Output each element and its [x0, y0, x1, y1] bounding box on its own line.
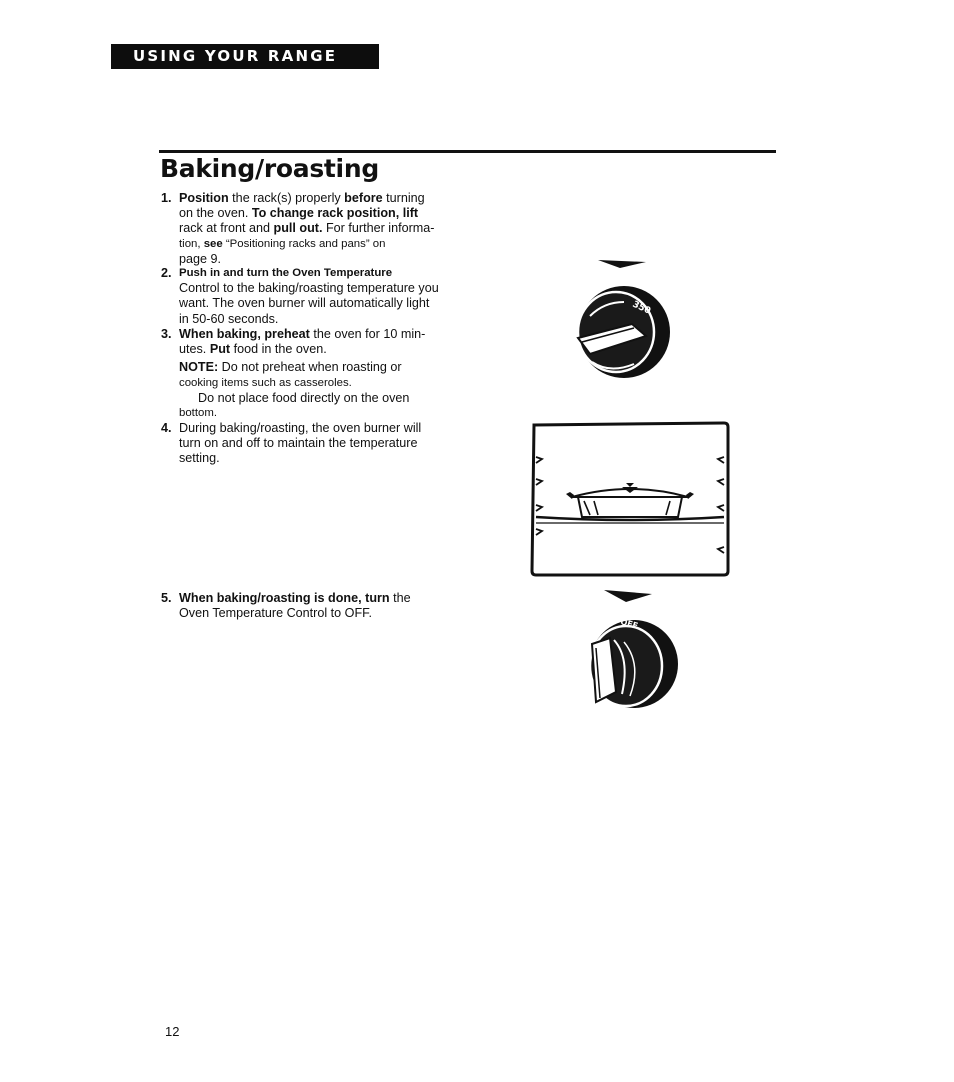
step-5-text [179, 591, 411, 621]
step-5 [161, 591, 411, 621]
step-5-line-2: Oven Temperature Control to OFF. [179, 606, 372, 621]
step-3-note [179, 360, 425, 421]
step-1-line-3: rack at front and pull out. For further informa- [179, 221, 435, 236]
step-3 [161, 327, 425, 421]
note-line-2: cooking items such as casseroles. [179, 376, 352, 389]
step-3-line-2: utes. Put food in the oven. [179, 342, 327, 357]
step-1-line-1: Position the rack(s) properly before turning [179, 191, 425, 205]
section-header: USING YOUR RANGE [111, 44, 376, 69]
step-5-number: 5. [161, 591, 172, 605]
step-4-line-2: turn on and off to maintain the temperature [179, 436, 418, 451]
step-2-line-1: Push in and turn the Oven Temperature [179, 267, 393, 279]
step-2-number: 2. [161, 266, 172, 280]
page-number: 12 [165, 1024, 180, 1039]
step-1-line-5: page 9. [179, 251, 222, 266]
step-1-line-4: tion, see “Positioning racks and pans” on [179, 237, 386, 250]
step-1-line-2: on the oven. To change rack position, lift [179, 206, 419, 221]
step-5-line-1: When baking/roasting is done, turn the [179, 591, 411, 605]
step-2-line-4: in 50-60 seconds. [179, 311, 279, 326]
step-3-line-1: When baking, preheat the oven for 10 min- [179, 327, 426, 341]
step-4-line-3: setting. [179, 451, 220, 466]
step-4 [161, 421, 421, 467]
note-line-3: Do not place food directly on the oven [198, 390, 410, 405]
step-1-text [179, 191, 434, 267]
dial-marking: 350 [630, 299, 652, 317]
pointer-arrow-icon [598, 260, 646, 268]
step-3-number: 3. [161, 327, 172, 341]
step-4-number: 4. [161, 421, 172, 435]
note-line-1: NOTE: Do not preheat when roasting or [179, 360, 402, 375]
step-2 [161, 266, 439, 327]
step-3-text [179, 327, 425, 357]
step-4-text [179, 421, 421, 467]
step-2-line-3: want. The oven burner will automatically light [179, 296, 430, 311]
step-1-number: 1. [161, 191, 172, 205]
oven-knob-off-illustration [578, 588, 688, 718]
step-1 [161, 191, 434, 267]
oven-knob-on-illustration [560, 258, 680, 388]
step-4-line-1: During baking/roasting, the oven burner will [179, 421, 422, 435]
step-2-line-2: Control to the baking/roasting temperature you [179, 281, 439, 296]
note-line-4: bottom. [179, 407, 217, 420]
pointer-arrow-icon [604, 590, 652, 602]
dial-marking: OFF [619, 617, 639, 631]
page-title: Baking/roasting [160, 154, 379, 183]
oven-interior-illustration [530, 421, 730, 577]
step-2-text [179, 266, 439, 327]
